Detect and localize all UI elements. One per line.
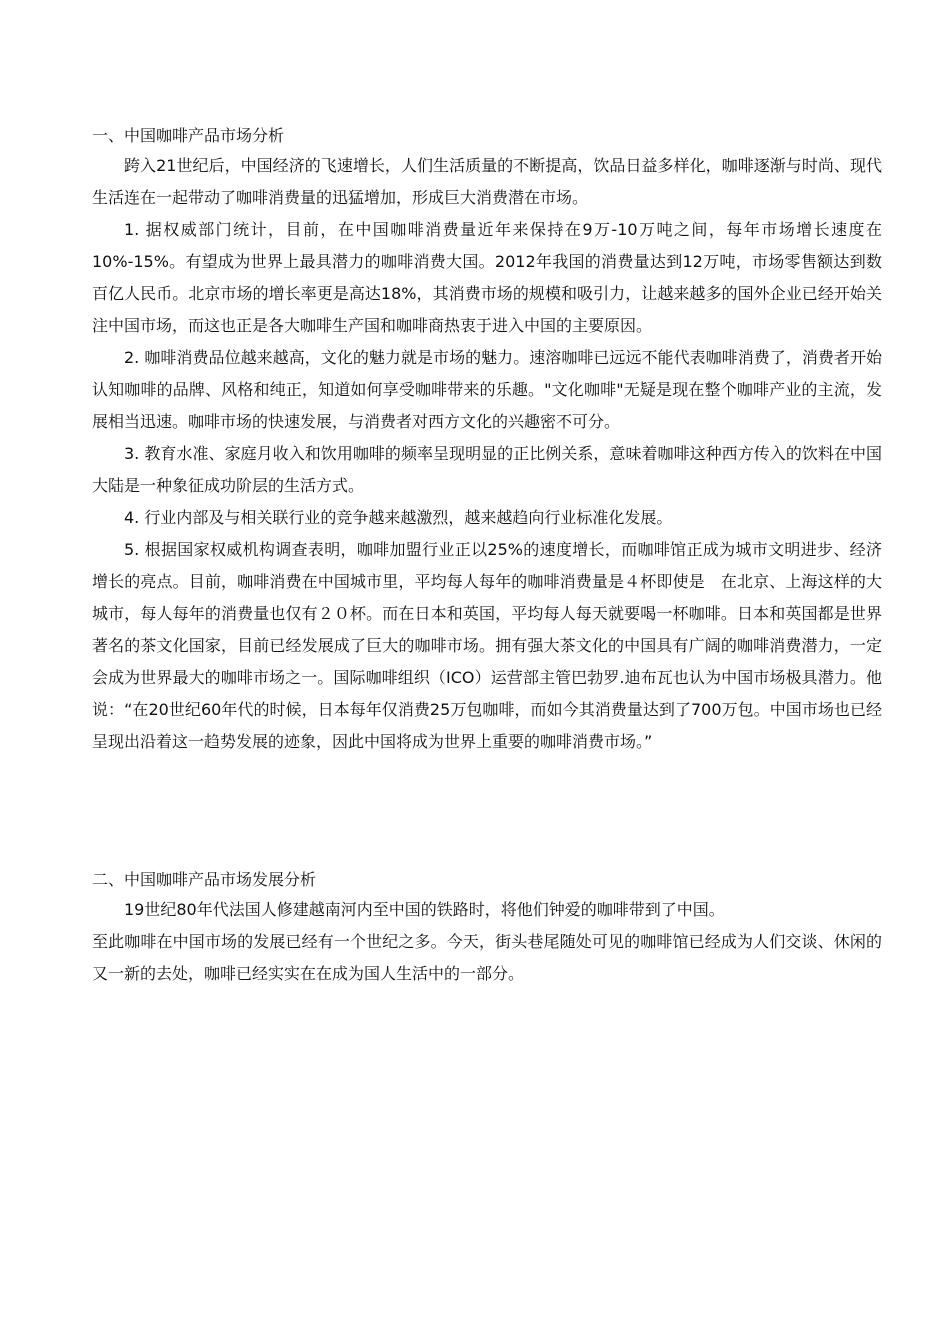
section-spacer [92,758,882,866]
section-market-development [92,866,882,990]
section-heading: 二、中国咖啡产品市场发展分析 [92,870,317,889]
paragraph-point-2: 2. 咖啡消费品位越来越高，文化的魅力就是市场的魅力。速溶咖啡已远远不能代表咖啡消费了，消费者开始认知咖啡的品牌、风格和纯正，知道如何享受咖啡带来的乐趣。"文化咖啡"无疑是现在整个咖啡产业的主流，发展相当迅速。咖啡市场的快速发展，与消费者对西方文化的兴趣密不可分。 [92,348,882,431]
paragraph-history: 19世纪80年代法国人修建越南河内至中国的铁路时，将他们钟爱的咖啡带到了中国。 [124,900,725,919]
paragraph-point-3: 3. 教育水准、家庭月收入和饮用咖啡的频率呈现明显的正比例关系，意味着咖啡这种西方传入的饮料在中国大陆是一种象征成功阶层的生活方式。 [92,444,882,495]
paragraph-point-1: 1. 据权威部门统计，目前，在中国咖啡消费量近年来保持在9万-10万吨之间，每年市场增长速度在 10%-15%。有望成为世界上最具潜力的咖啡消费大国。2012年我国的消费量达到12万吨，市场零售额达到数百亿人民币。北京市场的增长率更是高达18%，其消费市场的规模和吸引力，让越来越多的国外企业已经开始关注中国市场，而这也正是各大咖啡生产国和咖啡商热衷于进入中国的主要原因。 [92,220,899,335]
paragraph-present: 至此咖啡在中国市场的发展已经有一个世纪之多。今天，街头巷尾随处可见的咖啡馆已经成为人们交谈、休闲的又一新的去处，咖啡已经实实在在成为国人生活中的一部分。 [92,932,882,983]
document-body [92,122,899,990]
paragraph-intro: 跨入21世纪后，中国经济的飞速增长，人们生活质量的不断提高，饮品日益多样化，咖啡逐渐与时尚、现代生活连在一起带动了咖啡消费量的迅猛增加，形成巨大消费潜在市场。 [92,156,882,207]
section-heading: 一、中国咖啡产品市场分析 [92,126,285,145]
paragraph-point-5: 5. 根据国家权威机构调查表明，咖啡加盟行业正以25%的速度增长，而咖啡馆正成为城市文明进步、经济增长的亮点。目前，咖啡消费在中国城市里，平均每人每年的咖啡消费量是４杯即使是 在北京、上海这样的大城市，每人每年的消费量也仅有２０杯。而在日本和英国，平均每人每天就要喝一杯咖啡。日本和英国都是世界著名的茶文化国家，目前已经发展成了巨大的咖啡市场。拥有强大茶文化的中国具有广阔的咖啡消费潜力，一定会成为世界最大的咖啡市场之一。国际咖啡组织（ICO）运营部主管巴勃罗.迪布瓦也认为中国市场极具潜力。他说：“在20世纪60年代的时候，日本每年仅消费25万包咖啡，而如今其消费量达到了700万包。中国市场也已经呈现出沿着这一趋势发展的迹象，因此中国将成为世界上重要的咖啡消费市场。” [92,540,882,751]
paragraph-point-4: 4. 行业内部及与相关联行业的竞争越来越激烈，越来越趋向行业标准化发展。 [124,508,673,527]
section-market-analysis [92,122,899,758]
